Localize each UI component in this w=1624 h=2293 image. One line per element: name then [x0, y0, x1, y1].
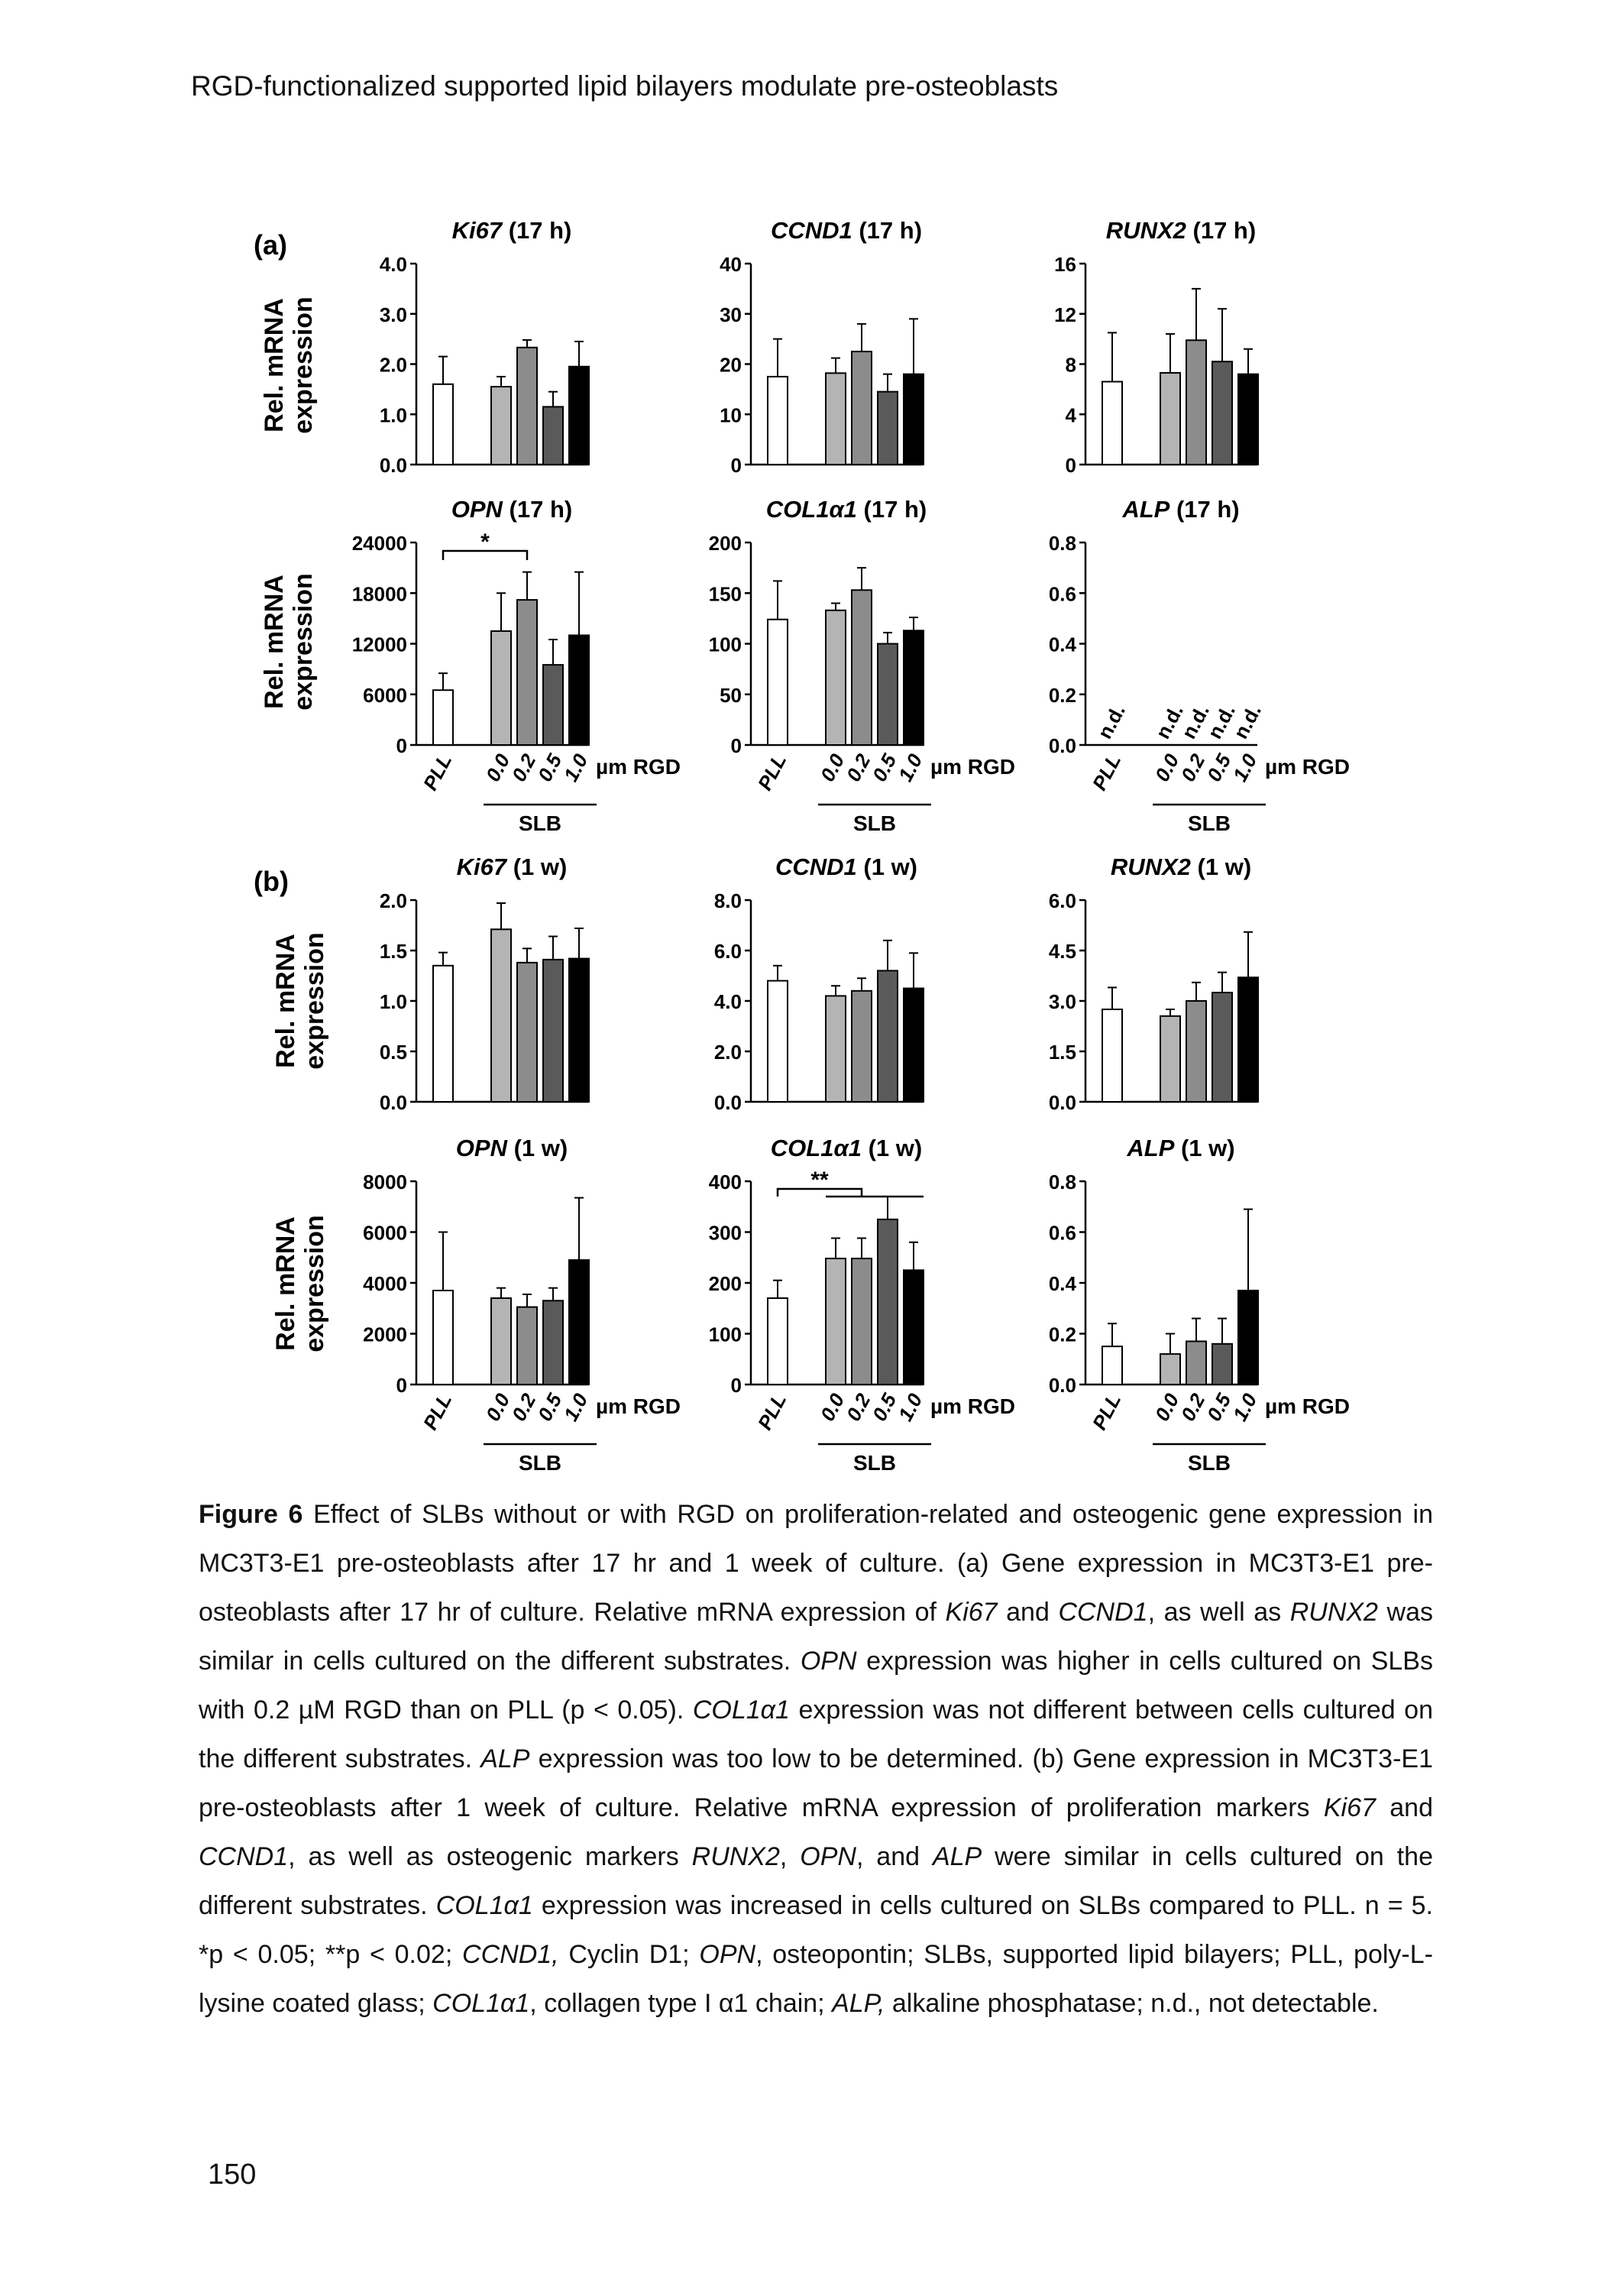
y-tick-label: 0.2 [1048, 1323, 1076, 1346]
y-tick-label: 100 [708, 633, 742, 656]
bar-0-5 [878, 644, 898, 746]
caption-gene: Ki67 [1323, 1793, 1376, 1822]
caption-text: , as well as osteogenic markers [288, 1842, 692, 1871]
nd-label: n.d. [1092, 700, 1130, 743]
bar-0-2 [517, 348, 537, 465]
y-tick-label: 10 [720, 403, 742, 427]
y-tick-label: 2000 [363, 1323, 407, 1346]
bar-1-0 [1238, 1291, 1258, 1385]
y-tick-label: 1.0 [379, 403, 407, 427]
y-tick-label: 4.0 [379, 253, 407, 276]
y-tick-label: 0 [396, 734, 407, 757]
y-tick-label: 100 [708, 1323, 742, 1346]
bar-pll [433, 966, 453, 1102]
bar-1-0 [1238, 374, 1258, 465]
x-tick-label: 0.2 [1176, 1389, 1210, 1425]
bar-0-2 [1186, 340, 1206, 465]
bar-0-5 [878, 970, 898, 1102]
bar-0-5 [543, 1300, 563, 1385]
y-tick-label: 0.2 [1048, 683, 1076, 707]
x-tick-label: 0.2 [841, 1389, 875, 1425]
y-tick-label: 0.8 [1048, 532, 1076, 555]
bar-0-2 [852, 1258, 872, 1385]
caption-text: Effect of SLBs without or with RGD on proliferation-related and osteogenic gene expression in MC3T3-E1 pre-osteoblasts after 17 hr and 1 week of culture. (a) Gene expression in MC3T3-E1 pre-osteoblasts after 17 hr of culture. Relative mRNA expression of [199, 1500, 1433, 1627]
x-tick-label: 0.2 [506, 750, 541, 785]
y-tick-label: 0 [396, 1374, 407, 1397]
x-tick-label: 0.0 [815, 750, 849, 785]
panel-label: (b) [254, 866, 289, 897]
bar-0-0 [826, 373, 846, 465]
x-tick-label: 0.0 [1150, 750, 1184, 785]
x-tick-label: 0.5 [867, 750, 901, 785]
y-tick-label: 30 [720, 303, 742, 326]
bar-1-0 [904, 374, 924, 465]
caption-text: expression was increased in cells cultured on SLBs compared to PLL. n = 5. *p < 0.05; **p < 0.02; [199, 1891, 1433, 1969]
bar-1-0 [569, 367, 589, 465]
bar-0-0 [1160, 1016, 1180, 1102]
y-tick-label: 0.0 [379, 454, 407, 477]
y-tick-label: 16 [1054, 253, 1076, 276]
chart-col1a1-17-h-title: COL1α1 (17 h) [765, 496, 927, 523]
x-tick-label: 0.5 [532, 750, 567, 785]
bar-1-0 [904, 989, 924, 1103]
bar-0-0 [491, 1298, 511, 1385]
x-tick-label: 0.5 [1202, 1389, 1236, 1425]
y-tick-label: 50 [720, 683, 742, 707]
x-tick-label: PLL [752, 1389, 791, 1434]
bar-0-2 [517, 600, 537, 745]
bar-0-5 [1212, 361, 1232, 465]
y-tick-label: 4.0 [713, 990, 742, 1013]
bar-1-0 [904, 1270, 924, 1385]
y-tick-label: 0 [1065, 454, 1076, 477]
x-tick-label: PLL [1087, 1389, 1126, 1434]
y-tick-label: 200 [708, 1272, 742, 1295]
x-tick-label: 0.2 [506, 1389, 541, 1425]
y-axis-title: Rel. mRNAexpression [271, 932, 329, 1070]
x-tick-label: 0.5 [867, 1389, 901, 1425]
bar-0-5 [543, 960, 563, 1102]
bar-1-0 [569, 635, 589, 745]
x-tick-label: 1.0 [1228, 750, 1262, 785]
y-tick-label: 0.4 [1048, 1272, 1076, 1295]
bar-0-0 [491, 631, 511, 745]
y-tick-label: 0.0 [1048, 734, 1076, 757]
chart-runx2-1-w-title: RUNX2 (1 w) [1110, 853, 1252, 880]
y-tick-label: 2.0 [379, 889, 407, 912]
y-tick-label: 1.5 [1048, 1041, 1076, 1064]
y-tick-label: 400 [708, 1171, 742, 1193]
chart-runx2-17-h-title: RUNX2 (17 h) [1105, 217, 1257, 244]
x-tick-label: 0.0 [1150, 1389, 1184, 1425]
caption-gene: COL1α1 [692, 1695, 790, 1725]
caption-gene: OPN [699, 1940, 756, 1969]
y-tick-label: 150 [708, 582, 742, 606]
bar-0-2 [852, 590, 872, 745]
chart-col1a1-1-w-title: COL1α1 (1 w) [770, 1135, 923, 1161]
caption-gene: CCND1, [462, 1940, 559, 1969]
x-tick-label: PLL [418, 750, 457, 795]
y-tick-label: 0.0 [713, 1091, 742, 1114]
nd-label: n.d. [1228, 700, 1266, 743]
x-tick-label: PLL [418, 1389, 457, 1434]
caption-gene: COL1α1 [435, 1891, 533, 1920]
bar-pll [433, 384, 453, 465]
bar-1-0 [1238, 977, 1258, 1102]
slb-group-label: SLB [853, 1451, 896, 1475]
caption-text: Cyclin D1; [558, 1940, 700, 1969]
caption-figure-label: Figure 6 [199, 1500, 303, 1529]
bar-0-0 [826, 1258, 846, 1385]
chart-opn-17-h-title: OPN (17 h) [451, 496, 573, 523]
bar-0-5 [878, 1219, 898, 1385]
x-tick-label: PLL [1087, 750, 1126, 795]
y-tick-label: 0.0 [1048, 1374, 1076, 1397]
y-tick-label: 1.5 [379, 940, 407, 963]
y-tick-label: 200 [708, 532, 742, 555]
bar-pll [433, 690, 453, 745]
caption-gene: ALP [932, 1842, 982, 1871]
caption-text: expression was higher in cells cultured on SLBs with 0.2 µM RGD than on PLL (p < 0.05). [199, 1647, 1433, 1725]
bar-0-2 [852, 351, 872, 465]
bar-pll [768, 1298, 788, 1385]
bar-0-2 [852, 991, 872, 1102]
y-tick-label: 6000 [363, 1221, 407, 1245]
caption-text: and [1375, 1793, 1433, 1822]
caption-text: and [997, 1598, 1059, 1627]
x-tick-label: 1.0 [893, 1389, 927, 1425]
caption-gene: RUNX2 [691, 1842, 780, 1871]
y-tick-label: 0 [730, 1374, 742, 1397]
y-axis-title: Rel. mRNAexpression [260, 296, 318, 434]
bar-1-0 [904, 630, 924, 745]
x-tick-label: 0.0 [815, 1389, 849, 1425]
bar-0-0 [1160, 1354, 1180, 1385]
bar-pll [768, 377, 788, 465]
chart-ccnd1-17-h-title: CCND1 (17 h) [770, 217, 923, 244]
y-tick-label: 0.4 [1048, 633, 1076, 656]
bar-0-5 [1212, 993, 1232, 1102]
y-tick-label: 6.0 [1048, 889, 1076, 912]
y-tick-label: 18000 [351, 582, 407, 606]
bar-pll [433, 1291, 453, 1385]
bar-0-2 [517, 963, 537, 1102]
y-tick-label: 24000 [351, 532, 407, 555]
caption-gene: COL1α1 [432, 1989, 530, 2018]
slb-group-label: SLB [519, 1451, 561, 1475]
running-title: RGD-functionalized supported lipid bilayers modulate pre-osteoblasts [191, 70, 1059, 102]
x-tick-label: 0.5 [1202, 750, 1236, 785]
caption-text: expression was too low to be determined. (b) Gene expression in MC3T3-E1 pre-osteoblasts after 1 week of culture. Relative mRNA expression of proliferation markers [199, 1744, 1433, 1822]
caption-text: alkaline phosphatase; n.d., not detectable. [885, 1989, 1379, 2018]
bar-0-5 [1212, 1344, 1232, 1385]
y-tick-label: 0.6 [1048, 582, 1076, 606]
bar-1-0 [569, 959, 589, 1102]
x-tick-label: 0.5 [532, 1389, 567, 1425]
y-tick-label: 0.8 [1048, 1171, 1076, 1193]
y-tick-label: 4000 [363, 1272, 407, 1295]
nd-label: n.d. [1202, 700, 1240, 743]
x-unit-label: µm RGD [596, 755, 681, 779]
y-tick-label: 2.0 [713, 1041, 742, 1064]
y-tick-label: 4 [1065, 403, 1076, 427]
caption-text: , and [856, 1842, 933, 1871]
slb-group-label: SLB [1188, 811, 1231, 835]
bar-pll [1102, 1009, 1122, 1102]
slb-group-label: SLB [1188, 1451, 1231, 1475]
caption-gene: CCND1 [199, 1842, 289, 1871]
y-tick-label: 0.0 [379, 1091, 407, 1114]
y-tick-label: 0.5 [379, 1041, 407, 1064]
page-number: 150 [208, 2159, 257, 2191]
chart-ki67-17-h-title: Ki67 (17 h) [451, 217, 572, 244]
y-tick-label: 20 [720, 353, 742, 377]
y-tick-label: 8 [1065, 353, 1076, 377]
y-tick-label: 1.0 [379, 990, 407, 1013]
slb-group-label: SLB [519, 811, 561, 835]
bar-0-0 [1160, 373, 1180, 465]
significance-label: * [480, 530, 490, 555]
figure-caption [199, 1490, 1433, 2028]
chart-ki67-1-w-title: Ki67 (1 w) [456, 853, 568, 880]
x-tick-label: 0.2 [841, 750, 875, 785]
x-tick-label: 0.2 [1176, 750, 1210, 785]
caption-text: , [779, 1842, 801, 1871]
y-tick-label: 3.0 [379, 303, 407, 326]
y-tick-label: 12000 [351, 633, 407, 656]
y-tick-label: 40 [720, 253, 742, 276]
x-tick-label: 0.0 [480, 1389, 515, 1425]
caption-gene: OPN [800, 1842, 856, 1871]
chart-alp-17-h-title: ALP (17 h) [1122, 496, 1240, 523]
y-axis-title: Rel. mRNAexpression [271, 1215, 329, 1352]
chart-alp-1-w-title: ALP (1 w) [1127, 1135, 1235, 1161]
x-unit-label: µm RGD [1265, 1394, 1351, 1418]
caption-text: were similar in cells cultured on the different substrates. [199, 1842, 1433, 1920]
y-tick-label: 0.0 [1048, 1091, 1076, 1114]
x-tick-label: 1.0 [558, 750, 593, 785]
bar-pll [1102, 382, 1122, 465]
x-unit-label: µm RGD [930, 755, 1016, 779]
y-tick-label: 6000 [363, 683, 407, 707]
bar-0-2 [1186, 1341, 1206, 1385]
slb-group-label: SLB [853, 811, 896, 835]
nd-label: n.d. [1176, 700, 1214, 743]
bar-0-2 [517, 1307, 537, 1385]
x-tick-label: 0.0 [480, 750, 515, 785]
bar-0-5 [878, 392, 898, 465]
caption-gene: ALP, [832, 1989, 885, 2018]
caption-text: , as well as [1147, 1598, 1290, 1627]
nd-label: n.d. [1150, 700, 1188, 743]
x-unit-label: µm RGD [930, 1394, 1016, 1418]
y-tick-label: 0.6 [1048, 1221, 1076, 1245]
y-axis-title: Rel. mRNAexpression [260, 573, 318, 711]
bar-0-5 [543, 665, 563, 745]
x-unit-label: µm RGD [596, 1394, 681, 1418]
x-tick-label: 1.0 [1228, 1389, 1262, 1425]
bar-0-0 [826, 610, 846, 745]
y-tick-label: 300 [708, 1221, 742, 1245]
caption-text: , osteopontin; SLBs, supported lipid bilayers; PLL, poly-L-lysine coated glass; [199, 1940, 1433, 2018]
bar-pll [768, 981, 788, 1102]
caption-gene: CCND1 [1058, 1598, 1148, 1627]
y-tick-label: 0 [730, 454, 742, 477]
caption-text: expression was not different between cells cultured on the different substrates. [199, 1695, 1434, 1773]
caption-gene: Ki67 [945, 1598, 998, 1627]
y-tick-label: 3.0 [1048, 990, 1076, 1013]
caption-gene: RUNX2 [1289, 1598, 1378, 1627]
y-tick-label: 0 [730, 734, 742, 757]
x-tick-label: PLL [752, 750, 791, 795]
significance-label: ** [810, 1167, 829, 1193]
y-tick-label: 8.0 [713, 889, 742, 912]
bar-0-2 [1186, 1001, 1206, 1102]
bar-0-0 [491, 929, 511, 1102]
y-tick-label: 12 [1054, 303, 1076, 326]
y-tick-label: 6.0 [713, 940, 742, 963]
caption-text: was similar in cells cultured on the different substrates. [199, 1598, 1434, 1676]
caption-gene: ALP [480, 1744, 530, 1773]
x-unit-label: µm RGD [1265, 755, 1351, 779]
panel-label: (a) [254, 229, 287, 261]
y-tick-label: 4.5 [1048, 940, 1076, 963]
bar-0-0 [491, 387, 511, 465]
bar-pll [1102, 1346, 1122, 1385]
x-tick-label: 1.0 [558, 1389, 593, 1425]
x-tick-label: 1.0 [893, 750, 927, 785]
bar-pll [768, 620, 788, 745]
bar-0-0 [826, 996, 846, 1102]
y-tick-label: 8000 [363, 1171, 407, 1193]
caption-text: , collagen type I α1 chain; [529, 1989, 833, 2018]
chart-ccnd1-1-w-title: CCND1 (1 w) [775, 853, 918, 880]
bar-0-5 [543, 406, 563, 465]
y-tick-label: 2.0 [379, 353, 407, 377]
bar-1-0 [569, 1260, 589, 1385]
caption-gene: OPN [800, 1647, 857, 1676]
chart-opn-1-w-title: OPN (1 w) [455, 1135, 568, 1161]
